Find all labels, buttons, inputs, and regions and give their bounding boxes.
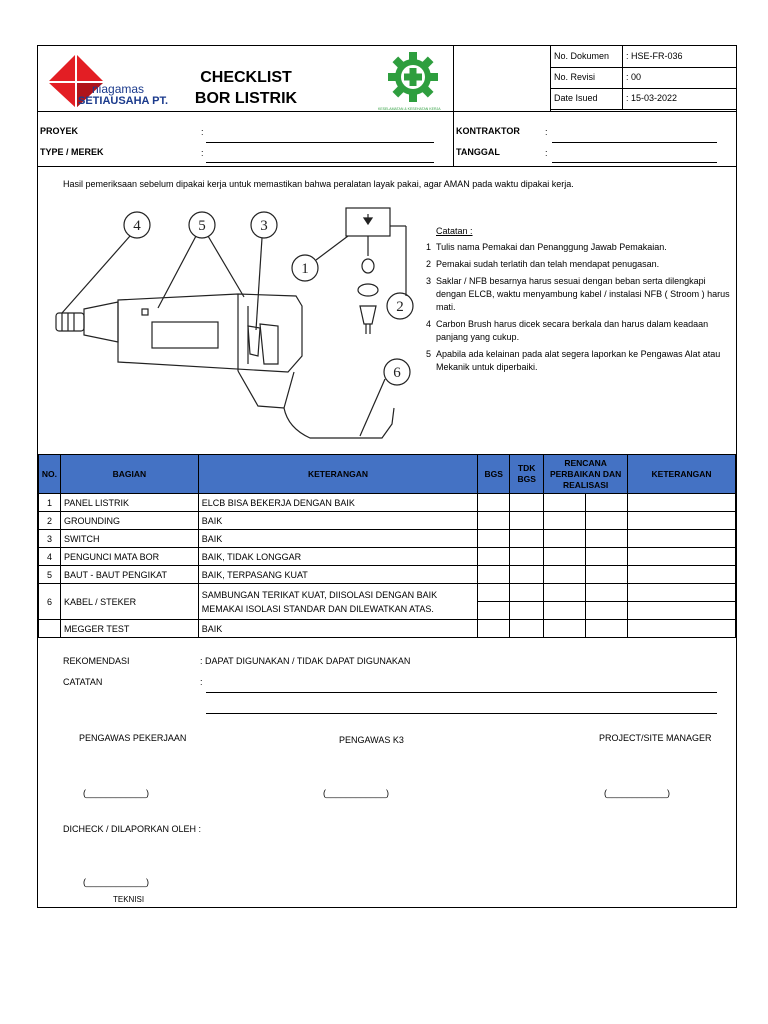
- doc-number-value: : HSE-FR-036: [626, 51, 683, 61]
- row-keterangan: BAIK: [198, 512, 477, 530]
- form-title-line2: BOR LISTRIK: [194, 90, 298, 107]
- catatan-line-2[interactable]: [206, 713, 717, 714]
- note-number: 5: [426, 349, 432, 359]
- rencana-cell[interactable]: [544, 494, 586, 512]
- callout-3-label: 3: [260, 218, 268, 234]
- row-bagian: GROUNDING: [60, 512, 198, 530]
- tdk-bgs-cell[interactable]: [510, 548, 544, 566]
- header-bottom-line: [38, 111, 736, 112]
- col-header-bagian: BAGIAN: [60, 455, 198, 494]
- realisasi-cell[interactable]: [586, 602, 628, 620]
- note-number: 4: [426, 319, 432, 329]
- kontraktor-colon: :: [545, 127, 548, 137]
- signature-blank-3[interactable]: (____________): [604, 788, 671, 798]
- row-bagian: SWITCH: [60, 530, 198, 548]
- dicheck-label: DICHECK / DILAPORKAN OLEH :: [63, 824, 202, 834]
- note-item: [426, 318, 732, 344]
- table-row: [39, 494, 736, 512]
- tdk-bgs-cell[interactable]: [510, 620, 544, 638]
- drill-diagram: [48, 196, 423, 451]
- bgs-cell[interactable]: [478, 584, 510, 602]
- row-bagian: KABEL / STEKER: [60, 584, 198, 620]
- table-row: [39, 512, 736, 530]
- realisasi-cell[interactable]: [586, 584, 628, 602]
- k3-gear-cross-icon: [374, 52, 452, 106]
- table-row: [39, 566, 736, 584]
- rencana-cell[interactable]: [544, 512, 586, 530]
- sign-label-site-manager: PROJECT/SITE MANAGER: [599, 733, 712, 743]
- checklist-form: [37, 45, 737, 908]
- table-header-row: [39, 455, 736, 494]
- note-item: [426, 258, 732, 271]
- realisasi-cell[interactable]: [586, 566, 628, 584]
- realisasi-cell[interactable]: [586, 512, 628, 530]
- row-no: 6: [39, 584, 61, 620]
- tanggal-colon: :: [545, 148, 548, 158]
- tdk-bgs-cell[interactable]: [510, 566, 544, 584]
- signature-blank-1[interactable]: (____________): [83, 788, 150, 798]
- company-name-line2: SETIAUSAHA PT.: [78, 95, 169, 107]
- note-number: 1: [426, 242, 432, 252]
- date-issued-value: : 15-03-2022: [626, 93, 678, 103]
- revision-label: No. Revisi: [554, 72, 596, 82]
- document-info-table: [550, 46, 737, 110]
- project-divider: [453, 111, 454, 166]
- rekomendasi-label: REKOMENDASI: [63, 656, 130, 666]
- electric-drill-icon: [48, 196, 423, 451]
- signature-blank-teknisi[interactable]: (____________): [83, 877, 150, 887]
- proyek-field[interactable]: [206, 142, 434, 143]
- intro-text: Hasil pemeriksaan sebelum dipakai kerja untuk memastikan bahwa peralatan layak pakai, agar AMAN pada waktu dipakai kerja.: [63, 179, 574, 189]
- callout-4-label: 4: [133, 218, 141, 234]
- keterangan-cell[interactable]: [628, 566, 736, 584]
- realisasi-cell[interactable]: [586, 530, 628, 548]
- doc-number-label: No. Dokumen: [554, 51, 610, 61]
- catatan-colon: :: [200, 677, 203, 687]
- col-header-tdk-bgs: TDK BGS: [510, 455, 544, 494]
- rencana-cell[interactable]: [544, 620, 586, 638]
- bgs-cell[interactable]: [478, 566, 510, 584]
- project-bottom-line: [38, 166, 736, 167]
- date-issued-label: Date Isued: [554, 93, 598, 103]
- row-bagian: BAUT - BAUT PENGIKAT: [60, 566, 198, 584]
- row-keterangan: BAIK: [198, 530, 477, 548]
- tdk-bgs-cell[interactable]: [510, 512, 544, 530]
- note-number: 2: [426, 259, 432, 269]
- col-header-keterangan: KETERANGAN: [198, 455, 477, 494]
- keterangan-cell[interactable]: [628, 494, 736, 512]
- keterangan-cell[interactable]: [628, 548, 736, 566]
- catatan-line-1[interactable]: [206, 692, 717, 693]
- header-divider: [453, 46, 454, 111]
- rekomendasi-value[interactable]: : DAPAT DIGUNAKAN / TIDAK DAPAT DIGUNAKAN: [200, 656, 411, 666]
- row-keterangan: BAIK, TERPASANG KUAT: [198, 566, 477, 584]
- doc-info-row: [550, 46, 737, 68]
- notes-list: [426, 241, 732, 378]
- note-text: Carbon Brush harus dicek secara berkala dan harus dalam keadaan panjang yang cukup.: [436, 319, 709, 342]
- keterangan-cell[interactable]: [628, 620, 736, 638]
- bgs-cell[interactable]: [478, 494, 510, 512]
- type-merek-colon: :: [201, 148, 204, 158]
- tdk-bgs-cell[interactable]: [510, 494, 544, 512]
- note-item: [426, 275, 732, 314]
- doc-info-row: [550, 88, 737, 110]
- bgs-cell[interactable]: [478, 512, 510, 530]
- row-keterangan: BAIK, TIDAK LONGGAR: [198, 548, 477, 566]
- row-no: 5: [39, 566, 61, 584]
- table-row: [39, 530, 736, 548]
- k3-logo: [374, 52, 452, 114]
- col-header-rencana: RENCANA PERBAIKAN DAN REALISASI: [544, 455, 628, 494]
- callout-6-label: 6: [393, 365, 401, 381]
- k3-caption: KESELAMATAN & KESEHATAN KERJA: [378, 107, 441, 111]
- teknisi-label: TEKNISI: [113, 895, 145, 904]
- note-number: 3: [426, 276, 432, 286]
- rencana-cell[interactable]: [544, 566, 586, 584]
- row-no: 2: [39, 512, 61, 530]
- note-text: Apabila ada kelainan pada alat segera laporkan ke Pengawas Alat atau Mekanik untuk diperbaiki.: [436, 349, 721, 372]
- tanggal-field[interactable]: [552, 162, 717, 163]
- bgs-cell[interactable]: [478, 548, 510, 566]
- tdk-bgs-cell[interactable]: [510, 602, 544, 620]
- rencana-cell[interactable]: [544, 584, 586, 602]
- rencana-cell[interactable]: [544, 602, 586, 620]
- keterangan-cell[interactable]: [628, 530, 736, 548]
- note-item: [426, 241, 732, 254]
- bgs-cell[interactable]: [478, 530, 510, 548]
- col-header-no: NO.: [39, 455, 61, 494]
- rencana-cell[interactable]: [544, 548, 586, 566]
- row-bagian: PANEL LISTRIK: [60, 494, 198, 512]
- note-text: Pemakai sudah terlatih dan telah mendapat penugasan.: [436, 259, 660, 269]
- row-no: 4: [39, 548, 61, 566]
- type-merek-label: TYPE / MEREK: [40, 147, 104, 157]
- row-no: [39, 620, 61, 638]
- realisasi-cell[interactable]: [586, 494, 628, 512]
- notes-title: Catatan :: [436, 226, 473, 236]
- callout-1-label: 1: [301, 261, 309, 277]
- note-item: [426, 348, 732, 374]
- type-merek-field[interactable]: [206, 162, 434, 163]
- form-title-line1: CHECKLIST: [200, 69, 292, 86]
- sign-label-pengawas-k3: PENGAWAS K3: [339, 735, 404, 745]
- row-bagian: MEGGER TEST: [60, 620, 198, 638]
- company-logo: [46, 52, 176, 110]
- table-row: [39, 548, 736, 566]
- doc-table-divider: [622, 46, 623, 110]
- table-row: [39, 620, 736, 638]
- doc-info-row: [550, 67, 737, 89]
- keterangan-cell[interactable]: [628, 512, 736, 530]
- proyek-colon: :: [201, 127, 204, 137]
- company-name-line1: niagamas: [92, 82, 145, 96]
- row-bagian: PENGUNCI MATA BOR: [60, 548, 198, 566]
- row-no: 1: [39, 494, 61, 512]
- tdk-bgs-cell[interactable]: [510, 584, 544, 602]
- kontraktor-field[interactable]: [552, 142, 717, 143]
- tdk-bgs-cell[interactable]: [510, 530, 544, 548]
- table-row: [39, 584, 736, 602]
- kontraktor-label: KONTRAKTOR: [456, 126, 520, 136]
- keterangan-cell[interactable]: [628, 584, 736, 602]
- realisasi-cell[interactable]: [586, 548, 628, 566]
- realisasi-cell[interactable]: [586, 620, 628, 638]
- col-header-bgs: BGS: [478, 455, 510, 494]
- checklist-table: [38, 454, 736, 638]
- proyek-label: PROYEK: [40, 126, 79, 136]
- keterangan-cell[interactable]: [628, 602, 736, 620]
- bgs-cell[interactable]: [478, 602, 510, 620]
- row-keterangan: BAIK: [198, 620, 477, 638]
- row-no: 3: [39, 530, 61, 548]
- rencana-cell[interactable]: [544, 530, 586, 548]
- callout-2-label: 2: [396, 299, 404, 315]
- signature-blank-2[interactable]: (____________): [323, 788, 390, 798]
- note-text: Saklar / NFB besarnya harus sesuai dengan beban serta dilengkapi dengan ELCB, waktu menyambung kabel / instalasi NFB ( Stroom ) harus mati.: [436, 276, 730, 312]
- sign-label-pengawas-pekerjaan: PENGAWAS PEKERJAAN: [79, 733, 187, 743]
- row-keterangan: SAMBUNGAN TERIKAT KUAT, DIISOLASI DENGAN BAIK MEMAKAI ISOLASI STANDAR DAN DILEWATKAN ATAS.: [198, 584, 477, 620]
- revision-value: : 00: [626, 72, 642, 82]
- callout-5-label: 5: [198, 218, 206, 234]
- bgs-cell[interactable]: [478, 620, 510, 638]
- tanggal-label: TANGGAL: [456, 147, 500, 157]
- note-text: Tulis nama Pemakai dan Penanggung Jawab Pemakaian.: [436, 242, 667, 252]
- col-header-keterangan-2: KETERANGAN: [628, 455, 736, 494]
- row-keterangan: ELCB BISA BEKERJA DENGAN BAIK: [198, 494, 477, 512]
- catatan-label: CATATAN: [63, 677, 103, 687]
